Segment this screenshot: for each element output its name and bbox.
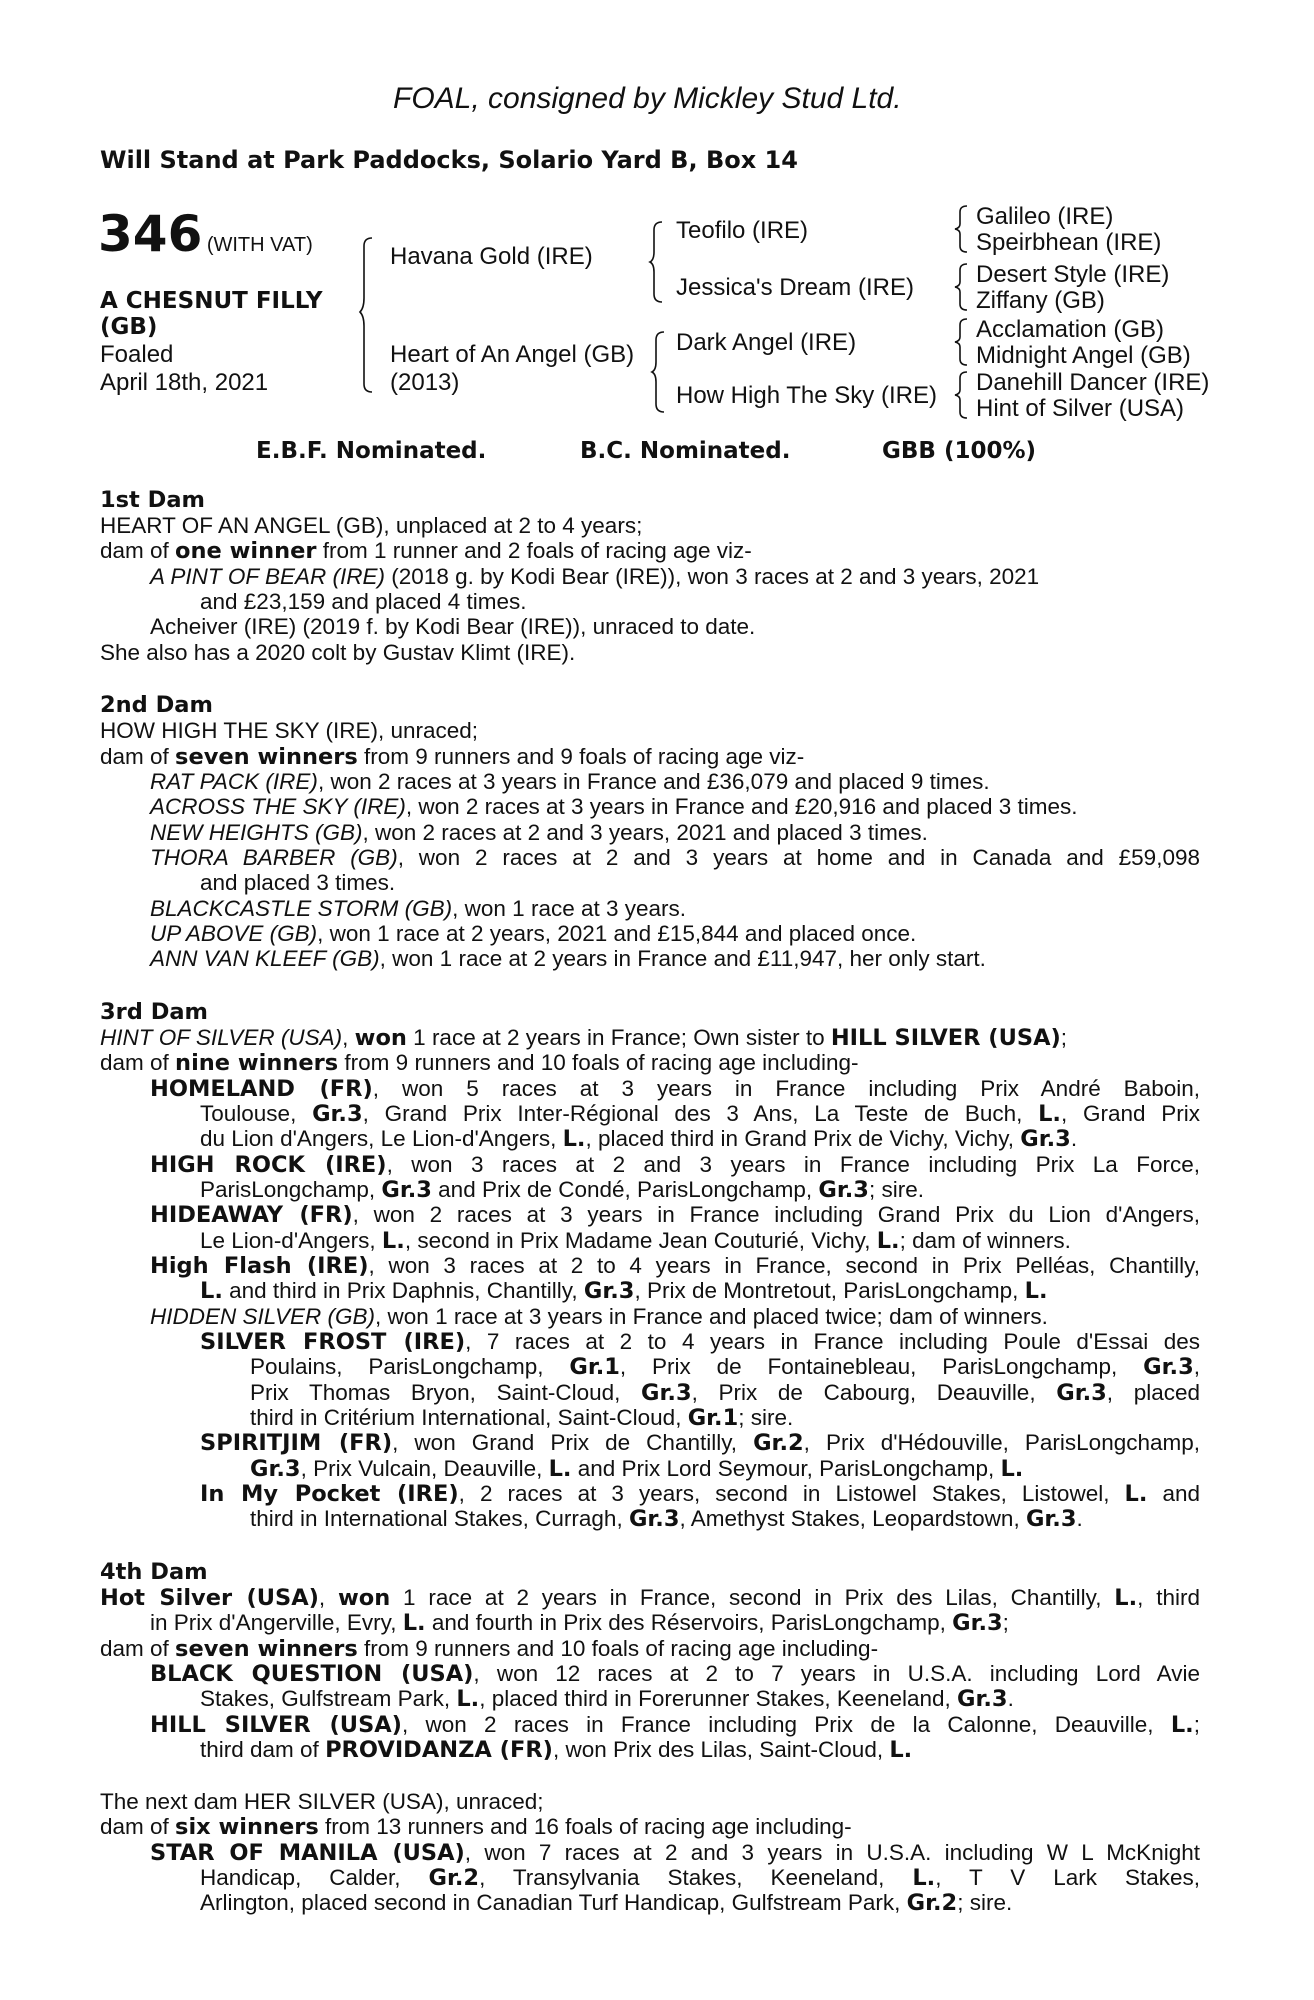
pedigree-g4: Ziffany (GB) bbox=[976, 287, 1105, 314]
third-dam-line: L. and third in Prix Daphnis, Chantilly, Gr.3, Prix de Montretout, ParisLongchamp, L. bbox=[200, 1278, 1048, 1304]
pedigree-brace-dam bbox=[652, 330, 672, 414]
pedigree-g1: Galileo (IRE) bbox=[976, 203, 1114, 230]
first-dam-line: She also has a 2020 colt by Gustav Klimt (IRE). bbox=[100, 640, 576, 665]
third-dam-line: SPIRITJIM (FR), won Grand Prix de Chantilly, Gr.2, Prix d'Hédouville, ParisLongchamp, bbox=[200, 1430, 1200, 1456]
first-dam-line: and £23,159 and placed 4 times. bbox=[200, 589, 527, 614]
third-dam-line: Gr.3, Prix Vulcain, Deauville, L. and Prix Lord Seymour, ParisLongchamp, L. bbox=[250, 1456, 1024, 1482]
third-dam-line: du Lion d'Angers, Le Lion-d'Angers, L., placed third in Grand Prix de Vichy, Vichy, Gr.3. bbox=[200, 1126, 1078, 1152]
pedigree-sire-sire: Teofilo (IRE) bbox=[676, 217, 809, 244]
next-dam-line: The next dam HER SILVER (USA), unraced; bbox=[100, 1789, 544, 1814]
third-dam-line: HINT OF SILVER (USA), won 1 race at 2 years in France; Own sister to HILL SILVER (USA); bbox=[100, 1025, 1068, 1051]
second-dam-heading: 2nd Dam bbox=[100, 692, 213, 718]
pedigree-g2: Speirbhean (IRE) bbox=[976, 229, 1162, 256]
second-dam-line: ANN VAN KLEEF (GB), won 1 race at 2 years in France and £11,947, her only start. bbox=[150, 946, 986, 971]
second-dam-line: THORA BARBER (GB), won 2 races at 2 and 3 years at home and in Canada and £59,098 bbox=[150, 845, 1200, 870]
third-dam-line: Le Lion-d'Angers, L., second in Prix Madame Jean Couturié, Vichy, L.; dam of winners. bbox=[200, 1228, 1071, 1254]
first-dam-heading: 1st Dam bbox=[100, 487, 205, 513]
lot-description: A CHESNUT FILLY bbox=[100, 288, 323, 314]
fourth-dam-line: HILL SILVER (USA), won 2 races in France including Prix de la Calonne, Deauville, L.; bbox=[150, 1712, 1200, 1738]
fourth-dam-line: Hot Silver (USA), won 1 race at 2 years in France, second in Prix des Lilas, Chantilly, L., third bbox=[100, 1585, 1200, 1611]
pedigree-sire: Havana Gold (IRE) bbox=[390, 243, 593, 270]
pedigree-dam-dam: How High The Sky (IRE) bbox=[676, 382, 937, 409]
second-dam-line: NEW HEIGHTS (GB), won 2 races at 2 and 3 years, 2021 and placed 3 times. bbox=[150, 820, 928, 845]
gbb-rating: GBB (100%) bbox=[882, 438, 1037, 464]
lot-vat: (WITH VAT) bbox=[206, 234, 313, 256]
fourth-dam-line: third dam of PROVIDANZA (FR), won Prix des Lilas, Saint-Cloud, L. bbox=[200, 1737, 913, 1763]
third-dam-heading: 3rd Dam bbox=[100, 999, 208, 1025]
fourth-dam-line: BLACK QUESTION (USA), won 12 races at 2 to 7 years in U.S.A. including Lord Avie bbox=[150, 1661, 1200, 1687]
third-dam-line: dam of nine winners from 9 runners and 10 foals of racing age including- bbox=[100, 1050, 859, 1076]
pedigree-g7: Danehill Dancer (IRE) bbox=[976, 369, 1210, 396]
foaled-date: April 18th, 2021 bbox=[100, 369, 269, 396]
stand-location: Will Stand at Park Paddocks, Solario Yard B, Box 14 bbox=[100, 146, 798, 174]
pedigree-g5: Acclamation (GB) bbox=[976, 316, 1165, 343]
pedigree-g3: Desert Style (IRE) bbox=[976, 261, 1170, 288]
pedigree-g8: Hint of Silver (USA) bbox=[976, 395, 1185, 422]
pedigree-dam: Heart of An Angel (GB) bbox=[390, 341, 635, 368]
third-dam-line: ParisLongchamp, Gr.3 and Prix de Condé, ParisLongchamp, Gr.3; sire. bbox=[200, 1177, 924, 1203]
ebf-nomination: E.B.F. Nominated. bbox=[256, 438, 487, 464]
pedigree-brace-g34 bbox=[955, 262, 971, 312]
pedigree-brace-main bbox=[360, 236, 380, 396]
next-dam-line: dam of six winners from 13 runners and 16 foals of racing age including- bbox=[100, 1814, 852, 1840]
first-dam-line: dam of one winner from 1 runner and 2 foals of racing age viz- bbox=[100, 538, 752, 564]
third-dam-line: Prix Thomas Bryon, Saint-Cloud, Gr.3, Prix de Cabourg, Deauville, Gr.3, placed bbox=[250, 1380, 1200, 1406]
third-dam-line: third in International Stakes, Curragh, Gr.3, Amethyst Stakes, Leopardstown, Gr.3. bbox=[250, 1506, 1083, 1532]
next-dam-line: Arlington, placed second in Canadian Turf Handicap, Gulfstream Park, Gr.2; sire. bbox=[200, 1890, 1013, 1916]
third-dam-line: High Flash (IRE), won 3 races at 2 to 4 years in France, second in Prix Pelléas, Chantilly, bbox=[150, 1253, 1200, 1279]
pedigree-brace-g12 bbox=[955, 204, 971, 254]
third-dam-line: HOMELAND (FR), won 5 races at 3 years in France including Prix André Baboin, bbox=[150, 1076, 1200, 1102]
first-dam-line: Acheiver (IRE) (2019 f. by Kodi Bear (IRE)), unraced to date. bbox=[150, 614, 756, 639]
next-dam-line: STAR OF MANILA (USA), won 7 races at 2 and 3 years in U.S.A. including W L McKnight bbox=[150, 1840, 1200, 1866]
foaled-label: Foaled bbox=[100, 341, 174, 368]
third-dam-line: third in Critérium International, Saint-Cloud, Gr.1; sire. bbox=[250, 1405, 794, 1431]
fourth-dam-line: Stakes, Gulfstream Park, L., placed third in Forerunner Stakes, Keeneland, Gr.3. bbox=[200, 1686, 1014, 1712]
pedigree-brace-sire bbox=[650, 220, 670, 304]
lot-header bbox=[98, 205, 313, 263]
second-dam-line: dam of seven winners from 9 runners and 9 foals of racing age viz- bbox=[100, 744, 805, 770]
third-dam-line: In My Pocket (IRE), 2 races at 3 years, second in Listowel Stakes, Listowel, L. and bbox=[200, 1481, 1200, 1507]
consignor-heading: FOAL, consigned by Mickley Stud Ltd. bbox=[393, 82, 902, 115]
first-dam-line: HEART OF AN ANGEL (GB), unplaced at 2 to 4 years; bbox=[100, 513, 643, 538]
third-dam-line: Poulains, ParisLongchamp, Gr.1, Prix de Fontainebleau, ParisLongchamp, Gr.3, bbox=[250, 1354, 1200, 1380]
pedigree-g6: Midnight Angel (GB) bbox=[976, 342, 1191, 369]
fourth-dam-heading: 4th Dam bbox=[100, 1559, 208, 1585]
pedigree-brace-g56 bbox=[955, 317, 971, 367]
pedigree-brace-g78 bbox=[955, 370, 971, 420]
third-dam-line: Toulouse, Gr.3, Grand Prix Inter-Régional des 3 Ans, La Teste de Buch, L., Grand Prix bbox=[200, 1101, 1200, 1127]
third-dam-line: HIDDEN SILVER (GB), won 1 race at 3 years in France and placed twice; dam of winners. bbox=[150, 1304, 1048, 1329]
second-dam-line: RAT PACK (IRE), won 2 races at 3 years in France and £36,079 and placed 9 times. bbox=[150, 769, 990, 794]
pedigree-sire-dam: Jessica's Dream (IRE) bbox=[676, 274, 914, 301]
lot-number: 346 bbox=[98, 205, 203, 263]
second-dam-line: and placed 3 times. bbox=[200, 870, 396, 895]
fourth-dam-line: in Prix d'Angerville, Evry, L. and fourth in Prix des Réservoirs, ParisLongchamp, Gr.3; bbox=[150, 1610, 1009, 1636]
third-dam-line: HIGH ROCK (IRE), won 3 races at 2 and 3 years in France including Prix La Force, bbox=[150, 1152, 1200, 1178]
bc-nomination: B.C. Nominated. bbox=[580, 438, 791, 464]
second-dam-line: BLACKCASTLE STORM (GB), won 1 race at 3 years. bbox=[150, 896, 687, 921]
first-dam-line: A PINT OF BEAR (IRE) (2018 g. by Kodi Bear (IRE)), won 3 races at 2 and 3 years, 2021 bbox=[150, 564, 1040, 589]
second-dam-line: HOW HIGH THE SKY (IRE), unraced; bbox=[100, 718, 479, 743]
fourth-dam-line: dam of seven winners from 9 runners and 10 foals of racing age including- bbox=[100, 1636, 879, 1662]
third-dam-line: HIDEAWAY (FR), won 2 races at 3 years in France including Grand Prix du Lion d'Angers, bbox=[150, 1202, 1200, 1228]
second-dam-line: UP ABOVE (GB), won 1 race at 2 years, 2021 and £15,844 and placed once. bbox=[150, 921, 917, 946]
second-dam-line: ACROSS THE SKY (IRE), won 2 races at 3 years in France and £20,916 and placed 3 times. bbox=[150, 794, 1078, 819]
third-dam-line: SILVER FROST (IRE), 7 races at 2 to 4 years in France including Poule d'Essai des bbox=[200, 1329, 1200, 1355]
pedigree-dam-year: (2013) bbox=[390, 369, 460, 396]
lot-description-country: (GB) bbox=[100, 314, 158, 340]
next-dam-line: Handicap, Calder, Gr.2, Transylvania Stakes, Keeneland, L., T V Lark Stakes, bbox=[200, 1865, 1200, 1891]
pedigree-dam-sire: Dark Angel (IRE) bbox=[676, 329, 857, 356]
